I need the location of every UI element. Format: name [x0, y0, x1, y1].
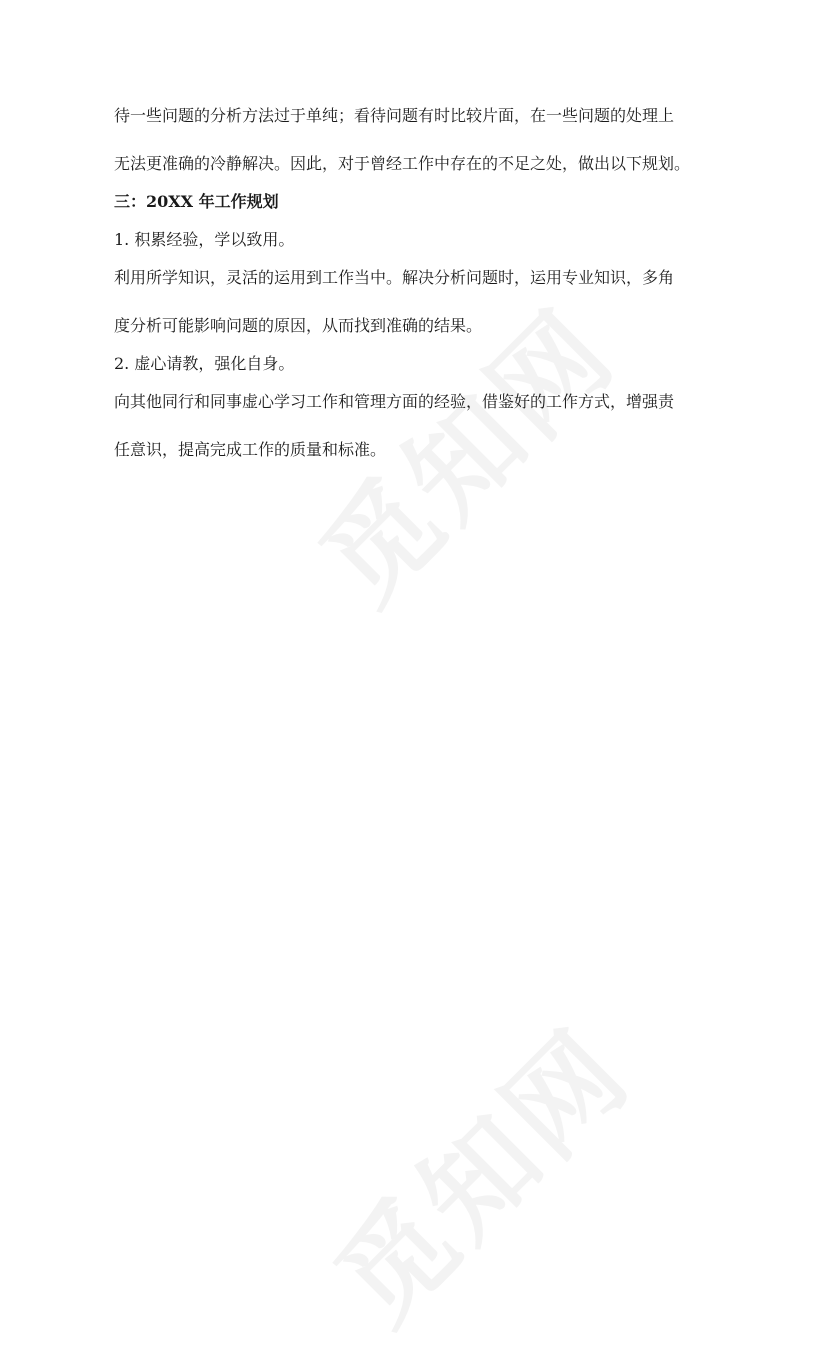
document-body — [114, 106, 724, 460]
paragraph-line: 利用所学知识，灵活的运用到工作当中。解决分析问题时，运用专业知识，多角 — [114, 268, 675, 287]
paragraph-line: 任意识，提高完成工作的质量和标准。 — [114, 440, 387, 459]
paragraph-line: 无法更准确的冷静解决。因此，对于曾经工作中存在的不足之处，做出以下规划。 — [114, 154, 691, 173]
paragraph-line: 向其他同行和同事虚心学习工作和管理方面的经验，借鉴好的工作方式，增强责 — [114, 392, 675, 411]
paragraph-line: 待一些问题的分析方法过于单纯；看待问题有时比较片面，在一些问题的处理上 — [114, 106, 675, 125]
section-heading: 三：20XX 年工作规划 — [114, 192, 279, 211]
list-item-title: 1. 积累经验，学以致用。 — [114, 230, 295, 249]
list-item-title: 2. 虚心请教，强化自身。 — [114, 354, 295, 373]
paragraph-line: 度分析可能影响问题的原因，从而找到准确的结果。 — [114, 316, 483, 335]
watermark-logo — [295, 988, 659, 1352]
